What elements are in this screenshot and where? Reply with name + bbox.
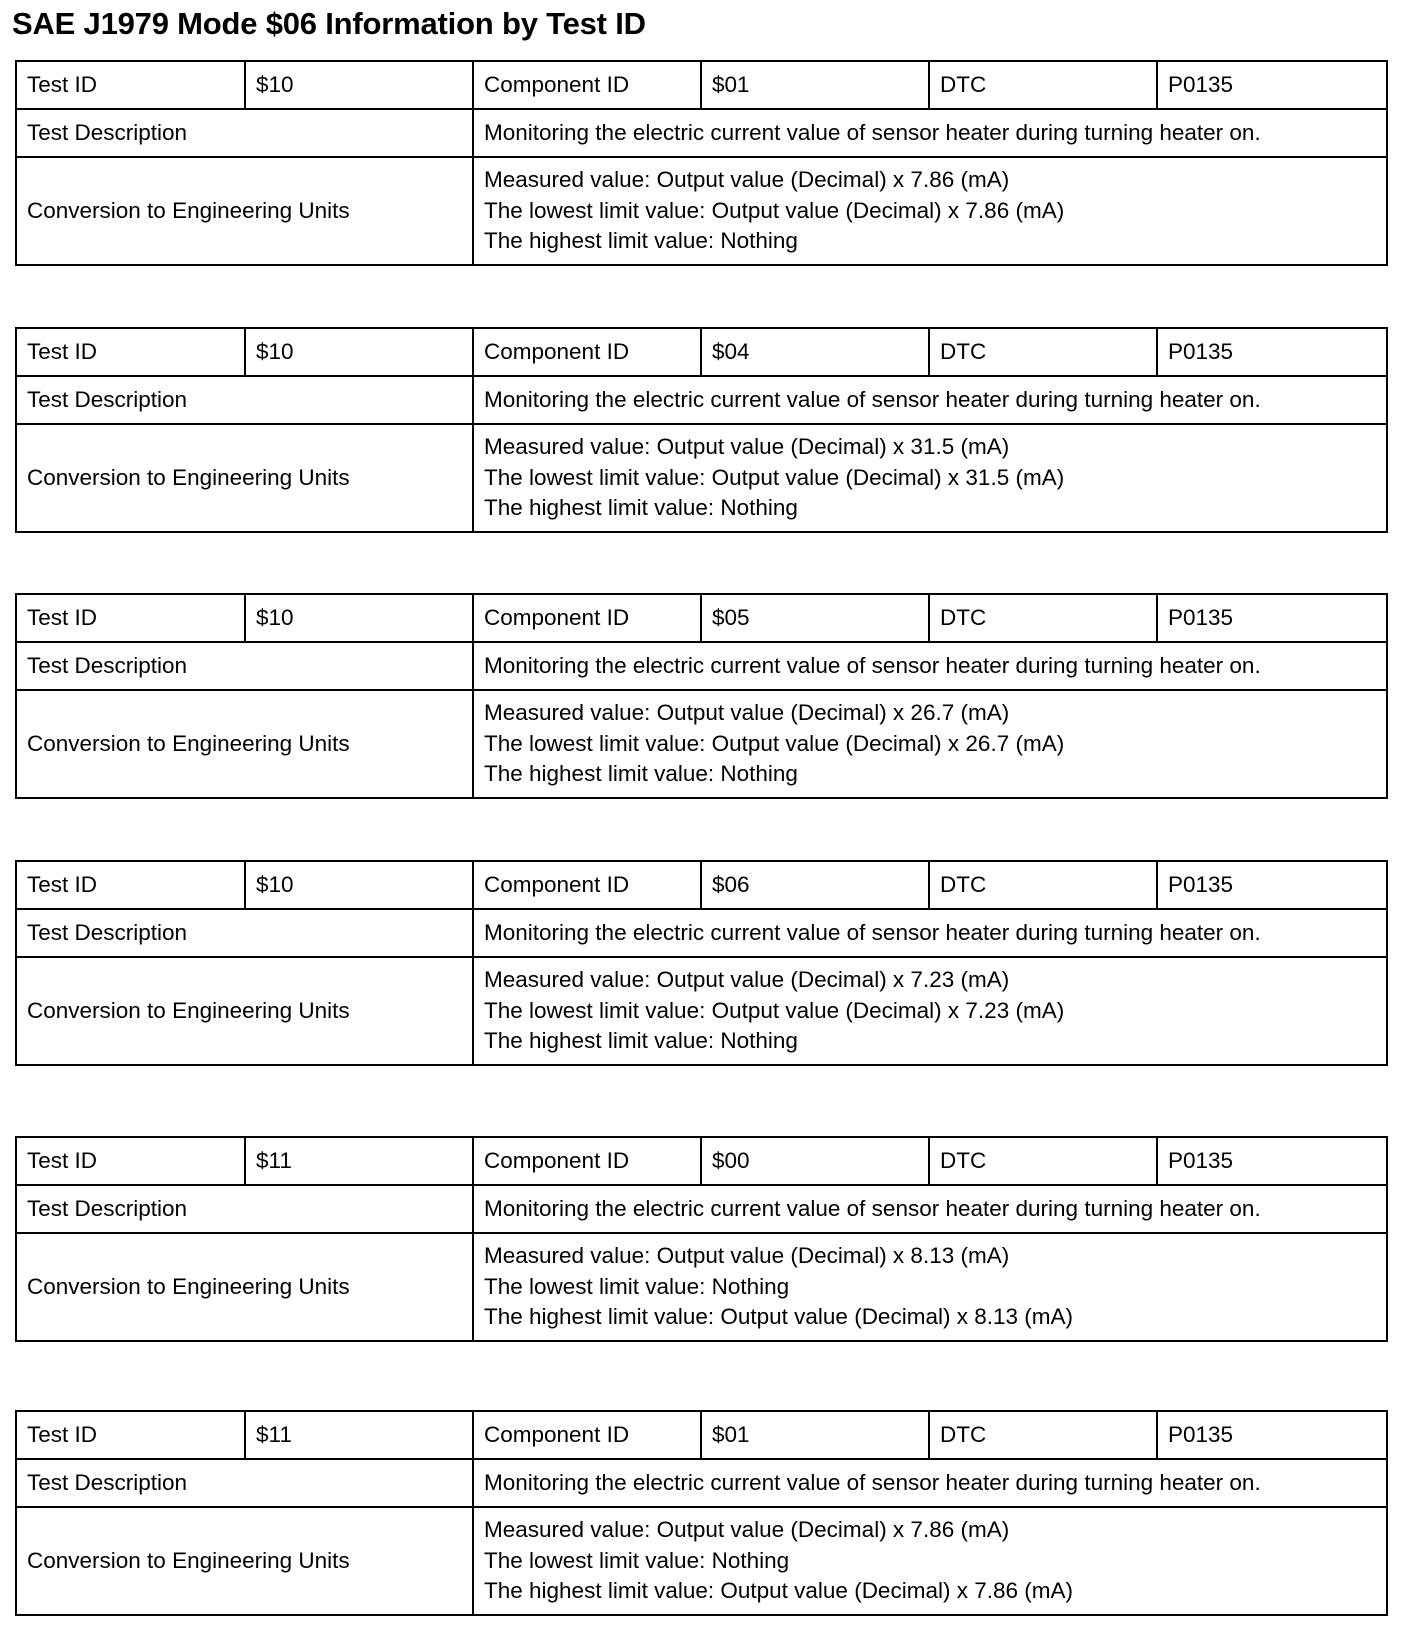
test-id-value: $10 xyxy=(245,328,473,376)
test-id-row xyxy=(16,1411,1387,1459)
test-id-row xyxy=(16,328,1387,376)
test-id-label: Test ID xyxy=(16,1411,245,1459)
test-id-value: $10 xyxy=(245,61,473,109)
conversion-row xyxy=(16,957,1387,1065)
component-id-label: Component ID xyxy=(473,61,701,109)
conversion-label: Conversion to Engineering Units xyxy=(16,424,473,532)
test-description-label: Test Description xyxy=(16,109,473,157)
measured-value-line: Measured value: Output value (Decimal) x 7.23 (mA) xyxy=(484,967,1010,993)
dtc-value: P0135 xyxy=(1157,1411,1387,1459)
test-id-label: Test ID xyxy=(16,1137,245,1185)
test-description-value: Monitoring the electric current value of sensor heater during turning heater on. xyxy=(473,1459,1387,1507)
component-id-label: Component ID xyxy=(473,1137,701,1185)
dtc-label: DTC xyxy=(929,861,1157,909)
test-description-label: Test Description xyxy=(16,1459,473,1507)
lowest-limit-line: The lowest limit value: Nothing xyxy=(484,1547,790,1573)
test-description-row xyxy=(16,376,1387,424)
conversion-row xyxy=(16,157,1387,265)
lowest-limit-line: The lowest limit value: Output value (Decimal) x 26.7 (mA) xyxy=(484,730,1065,756)
test-description-row xyxy=(16,1459,1387,1507)
dtc-value: P0135 xyxy=(1157,61,1387,109)
dtc-value: P0135 xyxy=(1157,1137,1387,1185)
conversion-value xyxy=(473,157,1387,265)
conversion-label: Conversion to Engineering Units xyxy=(16,1233,473,1341)
test-id-value: $10 xyxy=(245,594,473,642)
measured-value-line: Measured value: Output value (Decimal) x 31.5 (mA) xyxy=(484,434,1010,460)
lowest-limit-line: The lowest limit value: Output value (Decimal) x 7.86 (mA) xyxy=(484,197,1065,223)
component-id-label: Component ID xyxy=(473,861,701,909)
conversion-label: Conversion to Engineering Units xyxy=(16,1507,473,1615)
test-description-row xyxy=(16,642,1387,690)
lowest-limit-line: The lowest limit value: Output value (Decimal) x 31.5 (mA) xyxy=(484,464,1065,490)
conversion-value xyxy=(473,1507,1387,1615)
test-id-value: $11 xyxy=(245,1411,473,1459)
test-description-label: Test Description xyxy=(16,376,473,424)
test-id-label: Test ID xyxy=(16,594,245,642)
test-id-row xyxy=(16,594,1387,642)
test-description-value: Monitoring the electric current value of sensor heater during turning heater on. xyxy=(473,109,1387,157)
conversion-value xyxy=(473,957,1387,1065)
lowest-limit-line: The lowest limit value: Output value (Decimal) x 7.23 (mA) xyxy=(484,997,1065,1023)
test-id-value: $11 xyxy=(245,1137,473,1185)
highest-limit-line: The highest limit value: Output value (Decimal) x 8.13 (mA) xyxy=(484,1304,1073,1330)
test-id-row xyxy=(16,61,1387,109)
conversion-value xyxy=(473,424,1387,532)
dtc-label: DTC xyxy=(929,61,1157,109)
measured-value-line: Measured value: Output value (Decimal) x 26.7 (mA) xyxy=(484,700,1010,726)
component-id-value: $01 xyxy=(701,61,929,109)
dtc-value: P0135 xyxy=(1157,594,1387,642)
dtc-value: P0135 xyxy=(1157,861,1387,909)
test-description-row xyxy=(16,1185,1387,1233)
conversion-value xyxy=(473,690,1387,798)
test-id-value: $10 xyxy=(245,861,473,909)
component-id-value: $04 xyxy=(701,328,929,376)
lowest-limit-line: The lowest limit value: Nothing xyxy=(484,1273,790,1299)
test-id-label: Test ID xyxy=(16,328,245,376)
test-id-row xyxy=(16,1137,1387,1185)
test-table xyxy=(15,327,1388,533)
test-table xyxy=(15,860,1388,1066)
measured-value-line: Measured value: Output value (Decimal) x 8.13 (mA) xyxy=(484,1243,1010,1269)
test-description-row xyxy=(16,909,1387,957)
test-description-row xyxy=(16,109,1387,157)
component-id-value: $00 xyxy=(701,1137,929,1185)
measured-value-line: Measured value: Output value (Decimal) x 7.86 (mA) xyxy=(484,1517,1010,1543)
test-table xyxy=(15,60,1388,266)
test-description-value: Monitoring the electric current value of sensor heater during turning heater on. xyxy=(473,1185,1387,1233)
test-description-value: Monitoring the electric current value of sensor heater during turning heater on. xyxy=(473,376,1387,424)
conversion-row xyxy=(16,424,1387,532)
dtc-label: DTC xyxy=(929,328,1157,376)
test-description-label: Test Description xyxy=(16,909,473,957)
test-id-label: Test ID xyxy=(16,61,245,109)
highest-limit-line: The highest limit value: Output value (Decimal) x 7.86 (mA) xyxy=(484,1578,1073,1604)
dtc-label: DTC xyxy=(929,1411,1157,1459)
highest-limit-line: The highest limit value: Nothing xyxy=(484,228,798,254)
test-table xyxy=(15,1136,1388,1342)
test-description-value: Monitoring the electric current value of sensor heater during turning heater on. xyxy=(473,909,1387,957)
highest-limit-line: The highest limit value: Nothing xyxy=(484,761,798,787)
test-id-label: Test ID xyxy=(16,861,245,909)
test-table xyxy=(15,593,1388,799)
page-title: SAE J1979 Mode $06 Information by Test ID xyxy=(12,6,646,41)
conversion-row xyxy=(16,1233,1387,1341)
conversion-label: Conversion to Engineering Units xyxy=(16,957,473,1065)
test-description-label: Test Description xyxy=(16,642,473,690)
component-id-value: $05 xyxy=(701,594,929,642)
highest-limit-line: The highest limit value: Nothing xyxy=(484,495,798,521)
dtc-value: P0135 xyxy=(1157,328,1387,376)
test-description-value: Monitoring the electric current value of sensor heater during turning heater on. xyxy=(473,642,1387,690)
conversion-value xyxy=(473,1233,1387,1341)
dtc-label: DTC xyxy=(929,1137,1157,1185)
component-id-value: $06 xyxy=(701,861,929,909)
test-id-row xyxy=(16,861,1387,909)
test-table xyxy=(15,1410,1388,1616)
component-id-value: $01 xyxy=(701,1411,929,1459)
component-id-label: Component ID xyxy=(473,594,701,642)
dtc-label: DTC xyxy=(929,594,1157,642)
conversion-row xyxy=(16,1507,1387,1615)
conversion-row xyxy=(16,690,1387,798)
conversion-label: Conversion to Engineering Units xyxy=(16,157,473,265)
test-description-label: Test Description xyxy=(16,1185,473,1233)
component-id-label: Component ID xyxy=(473,328,701,376)
component-id-label: Component ID xyxy=(473,1411,701,1459)
measured-value-line: Measured value: Output value (Decimal) x 7.86 (mA) xyxy=(484,167,1010,193)
conversion-label: Conversion to Engineering Units xyxy=(16,690,473,798)
highest-limit-line: The highest limit value: Nothing xyxy=(484,1028,798,1054)
